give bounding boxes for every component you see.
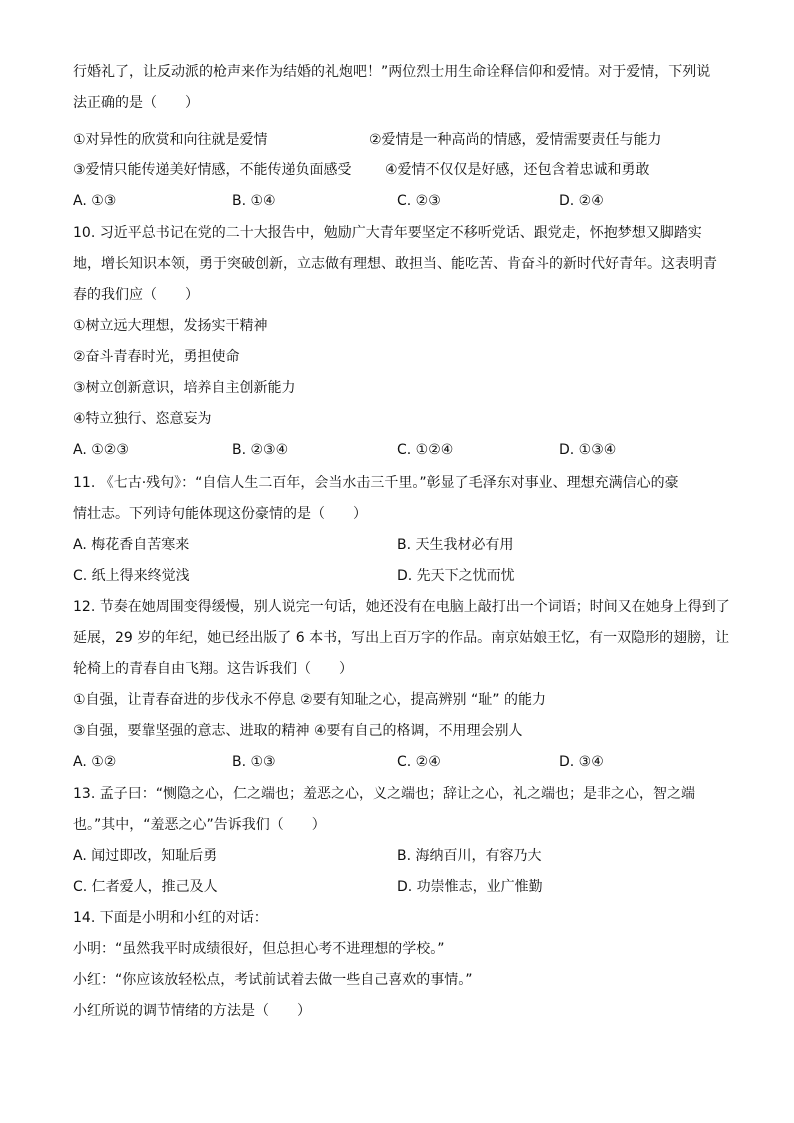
- q12-stem-line-2: 延展，29 岁的年纪，她已经出版了 6 本书，写出上百万字的作品。南京姑娘王忆，有一双隐形的翅膀，让: [73, 630, 730, 646]
- q10-statement-3: ③树立创新意识，培养自主创新能力: [73, 380, 296, 396]
- q10-statement-2: ②奋斗青春时光，勇担使命: [73, 349, 240, 365]
- q13-option-b: B. 海纳百川，有容乃大: [397, 848, 542, 864]
- q11-option-a: A. 梅花香自苦寒来: [73, 537, 190, 553]
- q12-statement-line-2: ③自强，要靠坚强的意志、进取的精神 ④要有自己的格调，不用理会别人: [73, 723, 523, 739]
- q12-option-d: D. ③④: [559, 754, 604, 770]
- q9-stem-line-1: 行婚礼了，让反动派的枪声来作为结婚的礼炮吧！”两位烈士用生命诠释信仰和爱情。对于爱情，下列说: [73, 64, 711, 80]
- q14-question: 小红所说的调节情绪的方法是（ ）: [73, 1003, 311, 1019]
- q9-option-a: A. ①③: [73, 193, 117, 209]
- q12-statement-line-1: ①自强，让青春奋进的步伐永不停息 ②要有知耻之心，提高辨别 “耻” 的能力: [73, 692, 546, 708]
- q10-statement-4: ④特立独行、恣意妄为: [73, 411, 212, 427]
- q12-option-b: B. ①③: [232, 754, 276, 770]
- q13-stem-line-1: 13. 孟子曰：“恻隐之心，仁之端也；羞恶之心，义之端也；辞让之心，礼之端也；是非之心，智之端: [73, 786, 695, 802]
- q12-stem-line-3: 轮椅上的青春自由飞翔。这告诉我们（ ）: [73, 661, 353, 677]
- q9-statement-3: ③爱情只能传递美好情感，不能传递负面感受: [73, 162, 352, 178]
- q12-option-a: A. ①②: [73, 754, 117, 770]
- q9-statement-2: ②爱情是一种高尚的情感，爱情需要责任与能力: [369, 132, 662, 148]
- q13-option-c: C. 仁者爱人，推己及人: [73, 879, 218, 895]
- q9-stem-line-2: 法正确的是（ ）: [73, 95, 199, 111]
- q14-stem-line-1: 14. 下面是小明和小红的对话：: [73, 910, 268, 926]
- q9-statement-4: ④爱情不仅仅是好感，还包含着忠诚和勇敢: [385, 162, 650, 178]
- q14-dialogue-xiaohong: 小红：“你应该放轻松点，考试前试着去做一些自己喜欢的事情。”: [73, 972, 473, 988]
- q13-option-d: D. 功崇惟志，业广惟勤: [397, 879, 543, 895]
- q12-option-c: C. ②④: [397, 754, 441, 770]
- q14-dialogue-xiaoming: 小明：“虽然我平时成绩很好，但总担心考不进理想的学校。”: [73, 941, 445, 957]
- q11-option-d: D. 先天下之忧而忧: [397, 568, 515, 584]
- q13-option-a: A. 闻过即改，知耻后勇: [73, 848, 218, 864]
- q11-option-c: C. 纸上得来终觉浅: [73, 568, 190, 584]
- q9-statement-1: ①对异性的欣赏和向往就是爱情: [73, 132, 268, 148]
- q11-stem-line-2: 情壮志。下列诗句能体现这份豪情的是（ ）: [73, 506, 367, 522]
- q10-statement-1: ①树立远大理想，发扬实干精神: [73, 318, 268, 334]
- q10-option-a: A. ①②③: [73, 442, 129, 458]
- q10-option-b: B. ②③④: [232, 442, 289, 458]
- q9-option-d: D. ②④: [559, 193, 604, 209]
- q13-stem-line-2: 也。”其中，“羞恶之心”告诉我们（ ）: [73, 817, 326, 833]
- q12-stem-line-1: 12. 节奏在她周围变得缓慢，别人说完一句话，她还没有在电脑上敲打出一个词语；时间又在她身上得到了: [73, 599, 730, 615]
- q10-stem-line-2: 地，增长知识本领，勇于突破创新，立志做有理想、敢担当、能吃苦、肯奋斗的新时代好青年。这表明青: [73, 256, 717, 272]
- q10-stem-line-1: 10. 习近平总书记在党的二十大报告中，勉励广大青年要坚定不移听党话、跟党走，怀抱梦想又脚踏实: [73, 225, 702, 241]
- q11-stem-line-1: 11. 《七古·残句》：“自信人生二百年，会当水击三千里。”彰显了毛泽东对事业、理想充满信心的豪: [73, 475, 679, 491]
- q9-option-c: C. ②③: [397, 193, 441, 209]
- q11-option-b: B. 天生我材必有用: [397, 537, 514, 553]
- q9-option-b: B. ①④: [232, 193, 276, 209]
- q10-option-c: C. ①②④: [397, 442, 454, 458]
- q10-stem-line-3: 春的我们应（ ）: [73, 287, 199, 303]
- q10-option-d: D. ①③④: [559, 442, 617, 458]
